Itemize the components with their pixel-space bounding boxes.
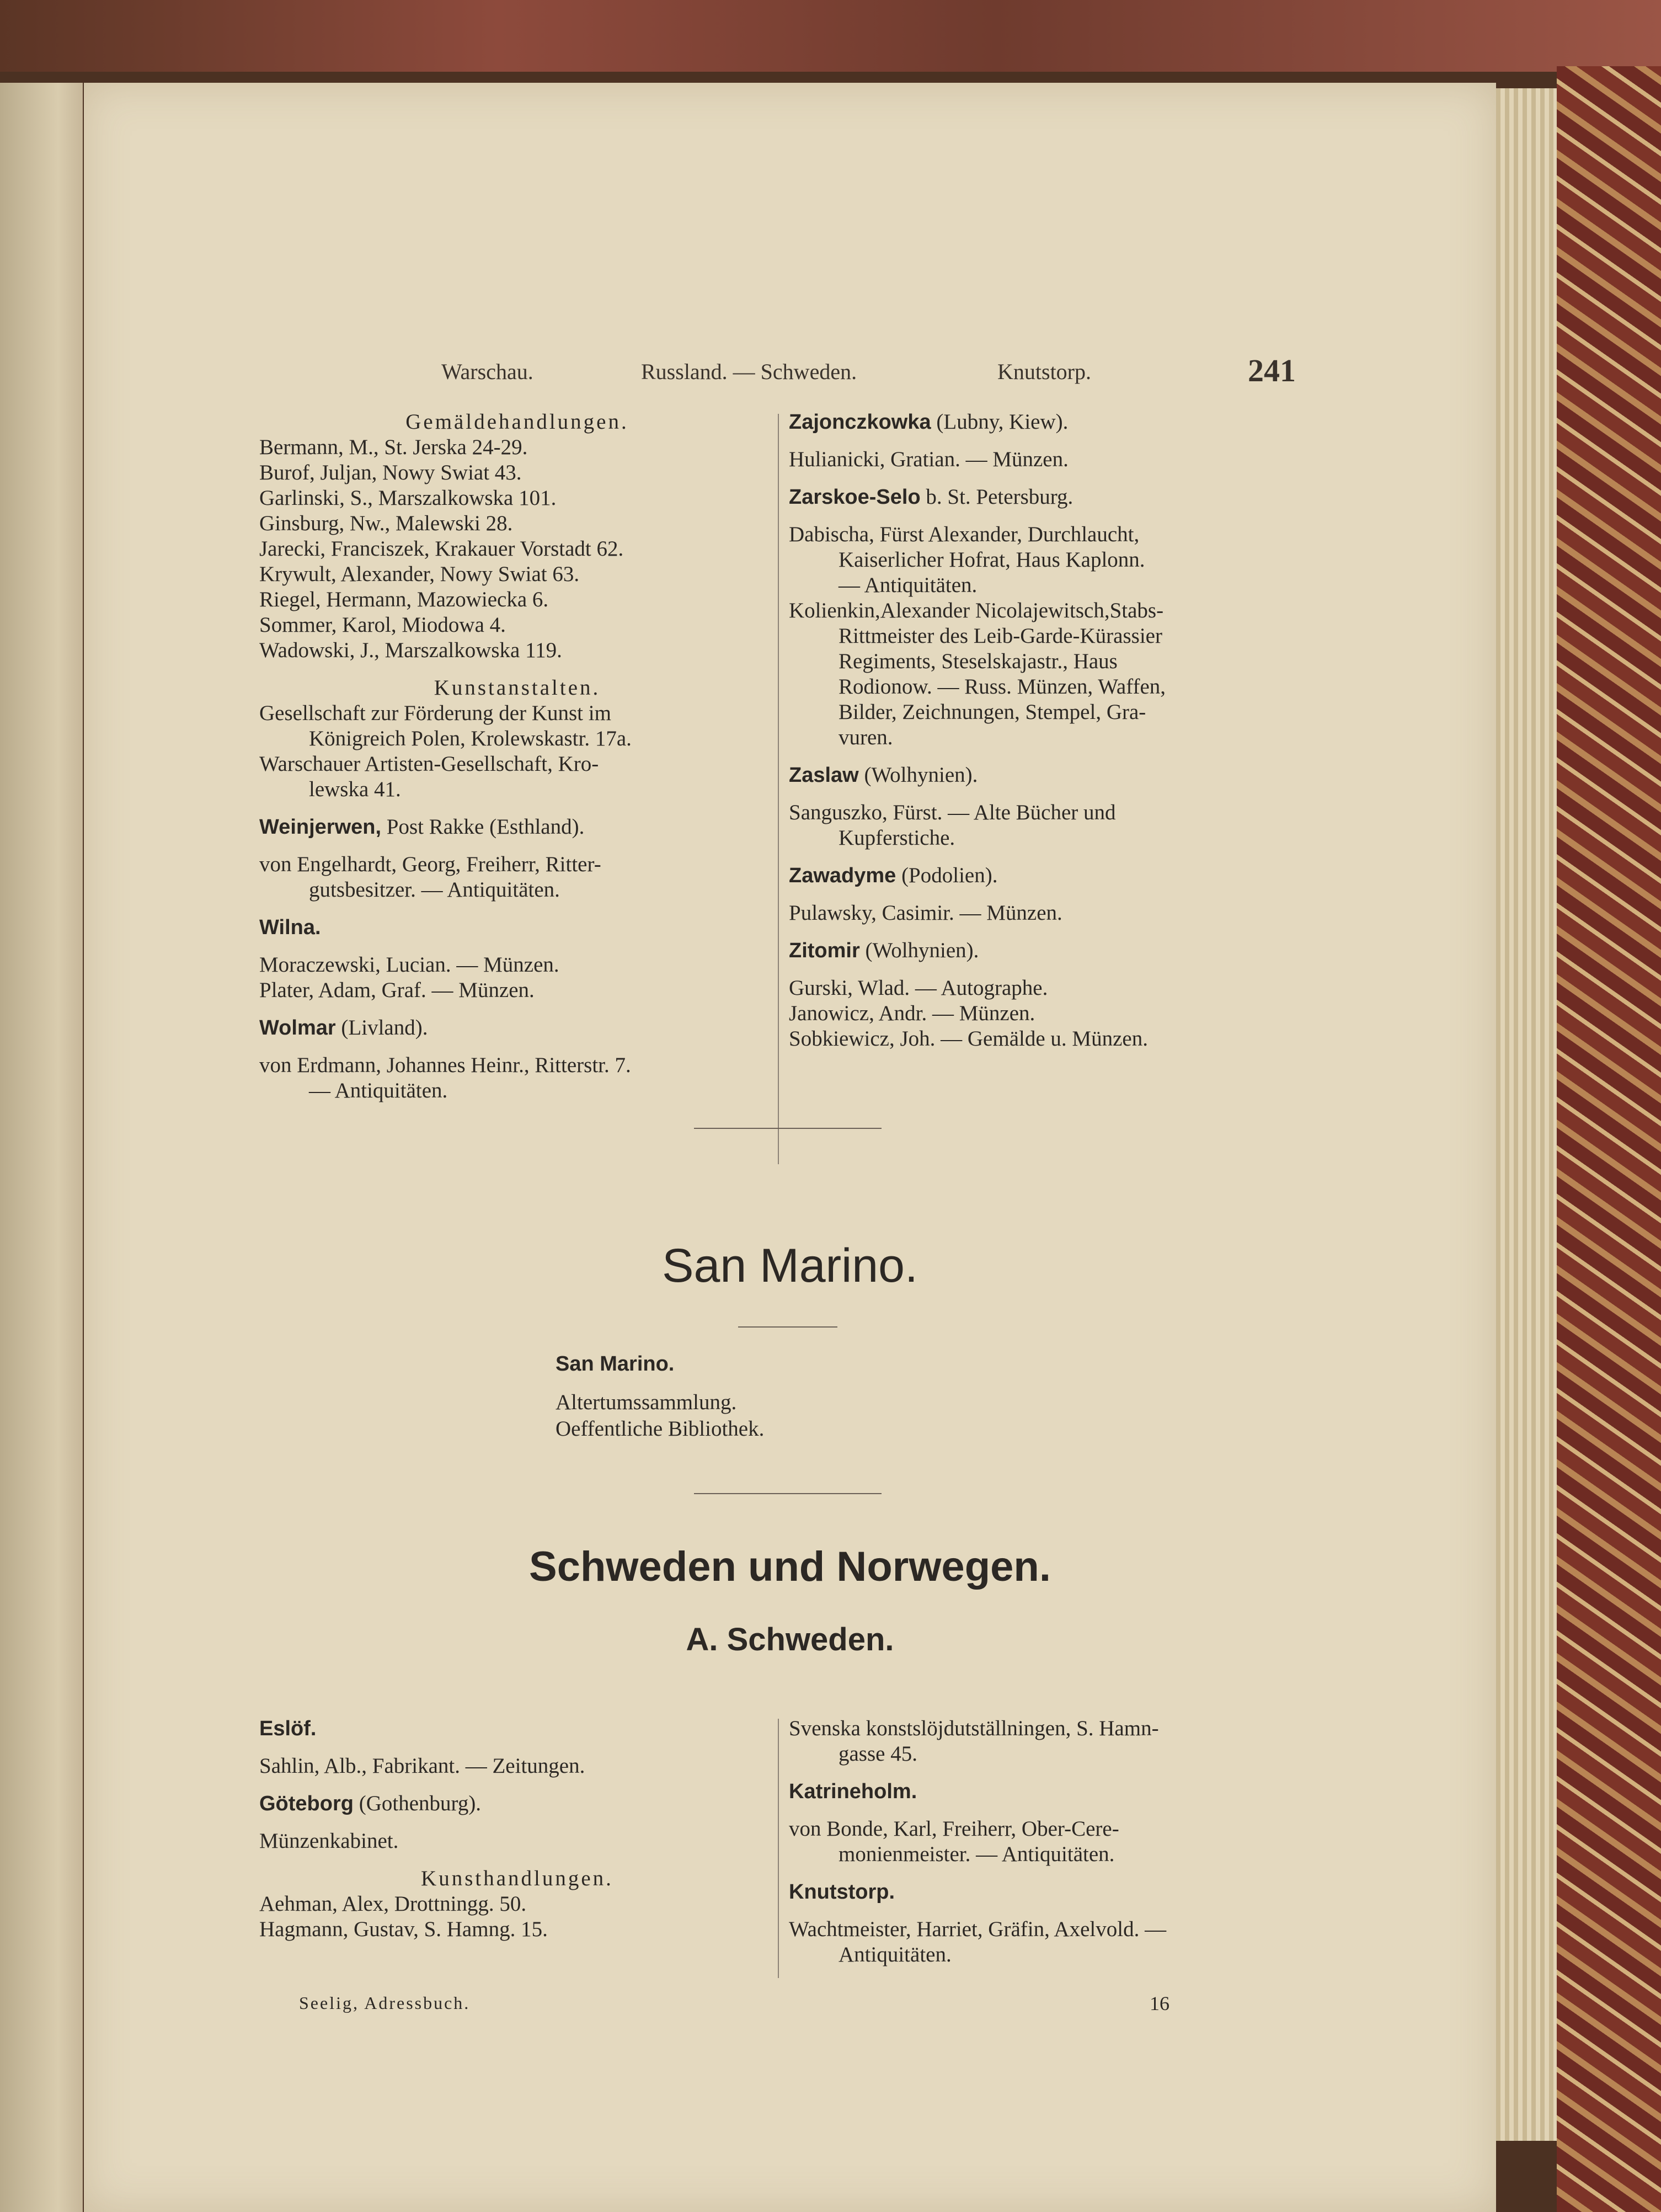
place-detail: (Livland). <box>335 1016 428 1040</box>
entry-line: Rittmeister des Leib-Garde-Kürassier <box>838 624 1162 648</box>
entry-line: Hulianicki, Gratian. — Münzen. <box>789 447 1069 471</box>
page-number: 241 <box>1248 353 1296 388</box>
entry-line: gutsbesitzer. — Antiquitäten. <box>309 878 560 902</box>
place-name: Göteborg <box>259 1792 354 1815</box>
place-detail: (Gothenburg). <box>353 1792 482 1815</box>
entry-line: Wadowski, J., Marszalkowska 119. <box>259 638 562 662</box>
san-marino-block <box>556 1351 764 1442</box>
entry-line: Kupferstiche. <box>838 826 955 850</box>
entry-line: Jarecki, Franciszek, Krakauer Vorstadt 62. <box>259 537 624 561</box>
entry-line: Ginsburg, Nw., Malewski 28. <box>259 511 513 535</box>
place-detail: (Podolien). <box>896 864 998 887</box>
entry-line: von Erdmann, Johannes Heinr., Ritterstr. 7. <box>259 1053 631 1077</box>
place-name: Knutstorp. <box>789 1880 895 1904</box>
place-heading <box>259 814 775 840</box>
entry-line: vuren. <box>838 726 893 749</box>
place-name: Wilna. <box>259 916 321 939</box>
column-divider-bottom <box>778 1719 779 1978</box>
title-underline <box>738 1326 837 1328</box>
place-detail: b. St. Petersburg. <box>920 485 1073 509</box>
place-name: Zajonczkowka <box>789 411 931 434</box>
entry-line: Bermann, M., St. Jerska 24-29. <box>259 435 528 459</box>
entry-line: von Bonde, Karl, Freiherr, Ober-Cere- <box>789 1817 1119 1841</box>
entry-line: monienmeister. — Antiquitäten. <box>838 1842 1115 1866</box>
place-heading <box>789 484 1374 510</box>
schweden-title: Schweden und Norwegen. <box>529 1543 1051 1590</box>
entry-line: Janowicz, Andr. — Münzen. <box>789 1001 1035 1025</box>
header-right: Knutstorp. <box>997 359 1091 384</box>
place-detail: (Wolhynien). <box>858 763 978 787</box>
left-page-edge <box>0 83 83 2212</box>
entry-line: Regiments, Steselskajastr., Haus <box>838 649 1118 673</box>
entry-line: Gesellschaft zur Förderung der Kunst im <box>259 701 611 725</box>
section-rule <box>694 1493 882 1494</box>
place-heading <box>259 1015 775 1041</box>
entry-line: Rodionow. — Russ. Münzen, Waffen, <box>838 675 1166 699</box>
entry-line: — Antiquitäten. <box>838 573 978 597</box>
place-name: Zaslaw <box>789 764 859 787</box>
book-cover-top <box>0 0 1661 72</box>
place-heading <box>789 863 1374 888</box>
entry-line: Bilder, Zeichnungen, Stempel, Gra- <box>838 700 1146 724</box>
entry-line: gasse 45. <box>838 1742 917 1766</box>
page-stack-edges <box>1496 88 1557 2141</box>
header-center: Russland. — Schweden. <box>641 359 857 384</box>
place-name: San Marino. <box>556 1352 675 1376</box>
entry-line: Plater, Adam, Graf. — Münzen. <box>259 978 535 1002</box>
place-name: Katrineholm. <box>789 1780 917 1803</box>
place-name: Zawadyme <box>789 864 896 887</box>
entry-line: Dabischa, Fürst Alexander, Durchlaucht, <box>789 523 1140 546</box>
entry-line: Wachtmeister, Harriet, Gräfin, Axelvold. — <box>789 1917 1167 1941</box>
entry-line: Antiquitäten. <box>838 1943 952 1966</box>
place-detail: Post Rakke (Esthland). <box>381 815 585 839</box>
entry-line: Sahlin, Alb., Fabrikant. — Zeitungen. <box>259 1754 585 1778</box>
entry-line: Sanguszko, Fürst. — Alte Bücher und <box>789 801 1116 824</box>
entry-line: Aehman, Alex, Drottningg. 50. <box>259 1892 527 1916</box>
entry-line: Moraczewski, Lucian. — Münzen. <box>259 953 559 977</box>
entry-line: Sobkiewicz, Joh. — Gemälde u. Münzen. <box>789 1027 1148 1051</box>
right-column <box>789 409 1374 1052</box>
entry-line: von Engelhardt, Georg, Freiherr, Ritter- <box>259 852 601 876</box>
entry-line: Svenska konstslöjdutställningen, S. Hamn- <box>789 1717 1159 1740</box>
entry-line: — Antiquitäten. <box>309 1079 448 1102</box>
entry-line: Riegel, Hermann, Mazowiecka 6. <box>259 588 549 611</box>
section-rule <box>694 1128 882 1129</box>
entry-line: Sommer, Karol, Miodowa 4. <box>259 613 506 637</box>
book-page <box>84 83 1496 2212</box>
schweden-subtitle: A. Schweden. <box>686 1622 894 1657</box>
section-subheading: Kunstanstalten. <box>434 676 601 700</box>
entry-line: Altertumssammlung. <box>556 1390 737 1414</box>
left-column <box>259 409 775 1104</box>
entry-line: Gurski, Wlad. — Autographe. <box>789 976 1048 1000</box>
entry-line: Krywult, Alexander, Nowy Swiat 63. <box>259 562 580 586</box>
marbled-cover <box>1557 66 1661 2212</box>
place-name: Eslöf. <box>259 1717 317 1740</box>
place-heading <box>789 938 1374 963</box>
section-subheading: Kunsthandlungen. <box>421 1867 613 1890</box>
schweden-left-column <box>259 1716 775 1942</box>
entry-line: Warschauer Artisten-Gesellschaft, Kro- <box>259 752 599 776</box>
entry-line: Königreich Polen, Krolewskastr. 17a. <box>309 727 632 750</box>
footer-signature-mark: 16 <box>1150 1992 1169 2014</box>
entry-line: Kaiserlicher Hofrat, Haus Kaplonn. <box>838 548 1145 572</box>
entry-line: Oeffentliche Bibliothek. <box>556 1417 765 1441</box>
place-detail: (Lubny, Kiew). <box>931 410 1069 434</box>
footer-left: Seelig, Adressbuch. <box>299 1993 471 2013</box>
place-name: Wolmar <box>259 1016 336 1040</box>
entry-line: Garlinski, S., Marszalkowska 101. <box>259 486 557 510</box>
entry-line: Kolienkin,Alexander Nicolajewitsch,Stabs- <box>789 599 1164 622</box>
place-name: Zarskoe-Selo <box>789 486 921 509</box>
place-name: Weinjerwen, <box>259 815 382 839</box>
place-detail: (Wolhynien). <box>859 939 979 962</box>
entry-line: Hagmann, Gustav, S. Hamng. 15. <box>259 1917 548 1941</box>
place-heading <box>259 1791 775 1816</box>
san-marino-title: San Marino. <box>662 1239 918 1292</box>
entry-line: Burof, Juljan, Nowy Swiat 43. <box>259 461 522 484</box>
schweden-right-column <box>789 1716 1374 1968</box>
column-divider-top <box>778 414 779 1164</box>
place-name: Zitomir <box>789 939 860 962</box>
entry-line: lewska 41. <box>309 777 401 801</box>
header-left: Warschau. <box>441 359 533 384</box>
entry-line: Pulawsky, Casimir. — Münzen. <box>789 901 1062 925</box>
place-heading <box>789 763 1374 788</box>
section-subheading: Gemäldehandlungen. <box>405 410 629 434</box>
place-heading <box>789 409 1374 435</box>
entry-line: Münzenkabinet. <box>259 1829 399 1853</box>
